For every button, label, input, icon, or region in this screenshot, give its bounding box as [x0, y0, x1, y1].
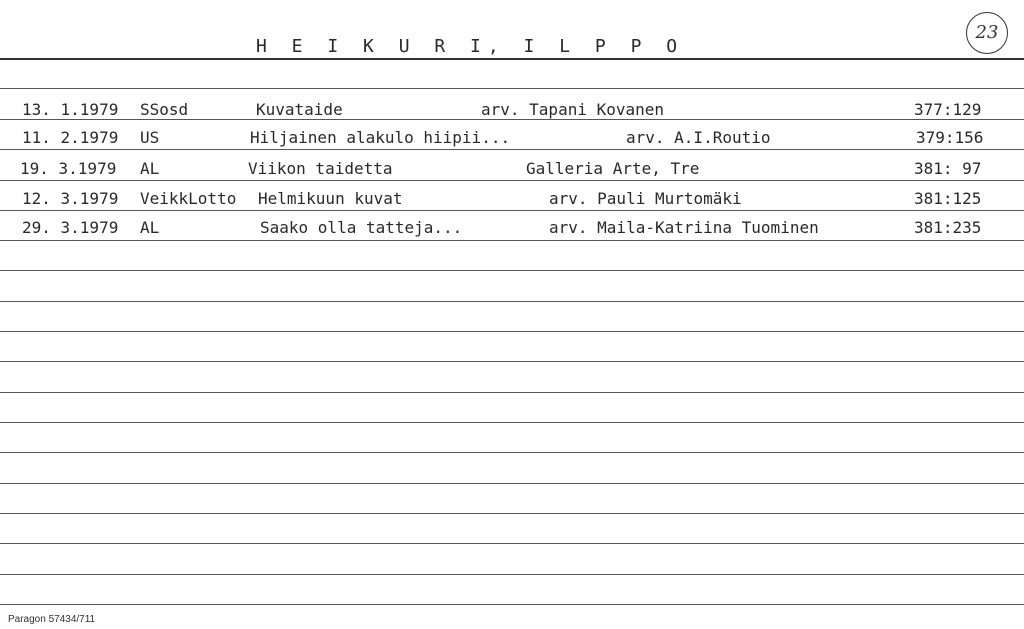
entry-date: 29. 3.1979	[22, 218, 119, 237]
entry-heading: Kuvataide	[256, 100, 343, 119]
entry-ref: 381:125	[914, 189, 982, 208]
ruled-line	[0, 270, 1024, 271]
ruled-line	[0, 301, 1024, 302]
ruled-line	[0, 88, 1024, 89]
entry-paper: VeikkLotto	[140, 189, 237, 208]
entry-paper: AL	[140, 159, 160, 178]
entry-ref: 381: 97	[914, 159, 982, 178]
entry-note: Galleria Arte, Tre	[526, 159, 700, 178]
entry-note: arv. A.I.Routio	[626, 128, 771, 147]
ruled-line	[0, 483, 1024, 484]
ruled-line	[0, 210, 1024, 211]
entry-note: arv. Maila-Katriina Tuominen	[549, 218, 819, 237]
ruled-line	[0, 422, 1024, 423]
card-title: H E I K U R I, I L P P O	[256, 36, 685, 57]
entry-date: 13. 1.1979	[22, 100, 119, 119]
ruled-line	[0, 149, 1024, 150]
entry-note: arv. Pauli Murtomäki	[549, 189, 742, 208]
ruled-line	[0, 543, 1024, 544]
entry-date: 12. 3.1979	[22, 189, 119, 208]
ruled-line	[0, 392, 1024, 393]
entry-heading: Helmikuun kuvat	[258, 189, 403, 208]
entry-date: 11. 2.1979	[22, 128, 119, 147]
entry-ref: 381:235	[914, 218, 982, 237]
ruled-line	[0, 180, 1024, 181]
entry-note: arv. Tapani Kovanen	[481, 100, 665, 119]
entry-heading: Viikon taidetta	[248, 159, 393, 178]
card-footer-print: Paragon 57434/711	[8, 614, 96, 625]
entry-paper: SSosd	[140, 100, 189, 119]
ruled-line	[0, 240, 1024, 241]
ruled-line	[0, 331, 1024, 332]
entry-heading: Saako olla tatteja...	[260, 218, 463, 237]
entry-heading: Hiljainen alakulo hiipii...	[250, 128, 511, 147]
ruled-line	[0, 452, 1024, 453]
ruled-line	[0, 513, 1024, 514]
entry-ref: 377:129	[914, 100, 982, 119]
entry-paper: US	[140, 128, 160, 147]
entry-date: 19. 3.1979	[20, 159, 117, 178]
ruled-line	[0, 604, 1024, 605]
ruled-line	[0, 361, 1024, 362]
ruled-line	[0, 119, 1024, 120]
entry-paper: AL	[140, 218, 160, 237]
card-number-circle: 23	[966, 12, 1008, 54]
header-rule	[0, 58, 1024, 60]
ruled-line	[0, 574, 1024, 575]
entry-ref: 379:156	[916, 128, 984, 147]
